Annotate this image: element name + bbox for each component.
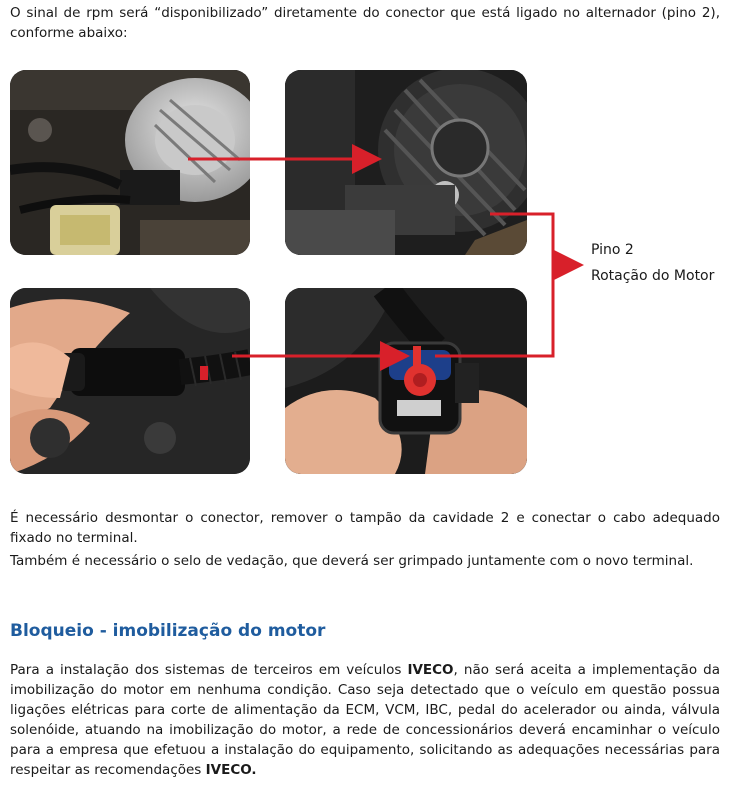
alternator-overview-photo (10, 70, 250, 255)
brand-name-final: IVECO. (205, 762, 257, 778)
alternator-connector-closeup-photo (285, 70, 527, 255)
connector-cavity-2-photo (285, 288, 527, 474)
immobilization-paragraph (10, 660, 720, 780)
seal-instruction-paragraph: Também é necessário o selo de vedação, que deverá ser grimpado juntamente com o novo terminal. (10, 553, 694, 569)
callout-pin-label: Pino 2 (591, 242, 634, 258)
brand-name: IVECO (407, 662, 454, 678)
connector-instruction-paragraph: É necessário desmontar o conector, remover o tampão da cavidade 2 e conectar o cabo adequado fixado no terminal. (10, 510, 720, 546)
intro-paragraph: O sinal de rpm será “disponibilizado” diretamente do conector que está ligado no alternador (pino 2), conforme abaixo: (10, 5, 720, 41)
para4-text-2: , não será aceita a implementação da imobilização do motor em nenhuma condição. Caso seja detectado que o veículo em questão possua ligações elétricas para corte de alimentação da ECM, VCM, IBC, pedal do acelerador ou ainda, válvula solenóide, atuando na imobilização do motor, a rede de concessionários deverá encaminhar o veículo para a empresa que efetuou a instalação do equipamento, solicitando as adequações necessárias para respeitar as recomendações (10, 662, 720, 778)
callout-signal-label: Rotação do Motor (591, 268, 715, 284)
harness-connector-photo (10, 288, 250, 474)
section-heading: Bloqueio - imobilização do motor (10, 621, 326, 641)
para4-text-1: Para a instalação dos sistemas de terceiros em veículos (10, 662, 408, 678)
